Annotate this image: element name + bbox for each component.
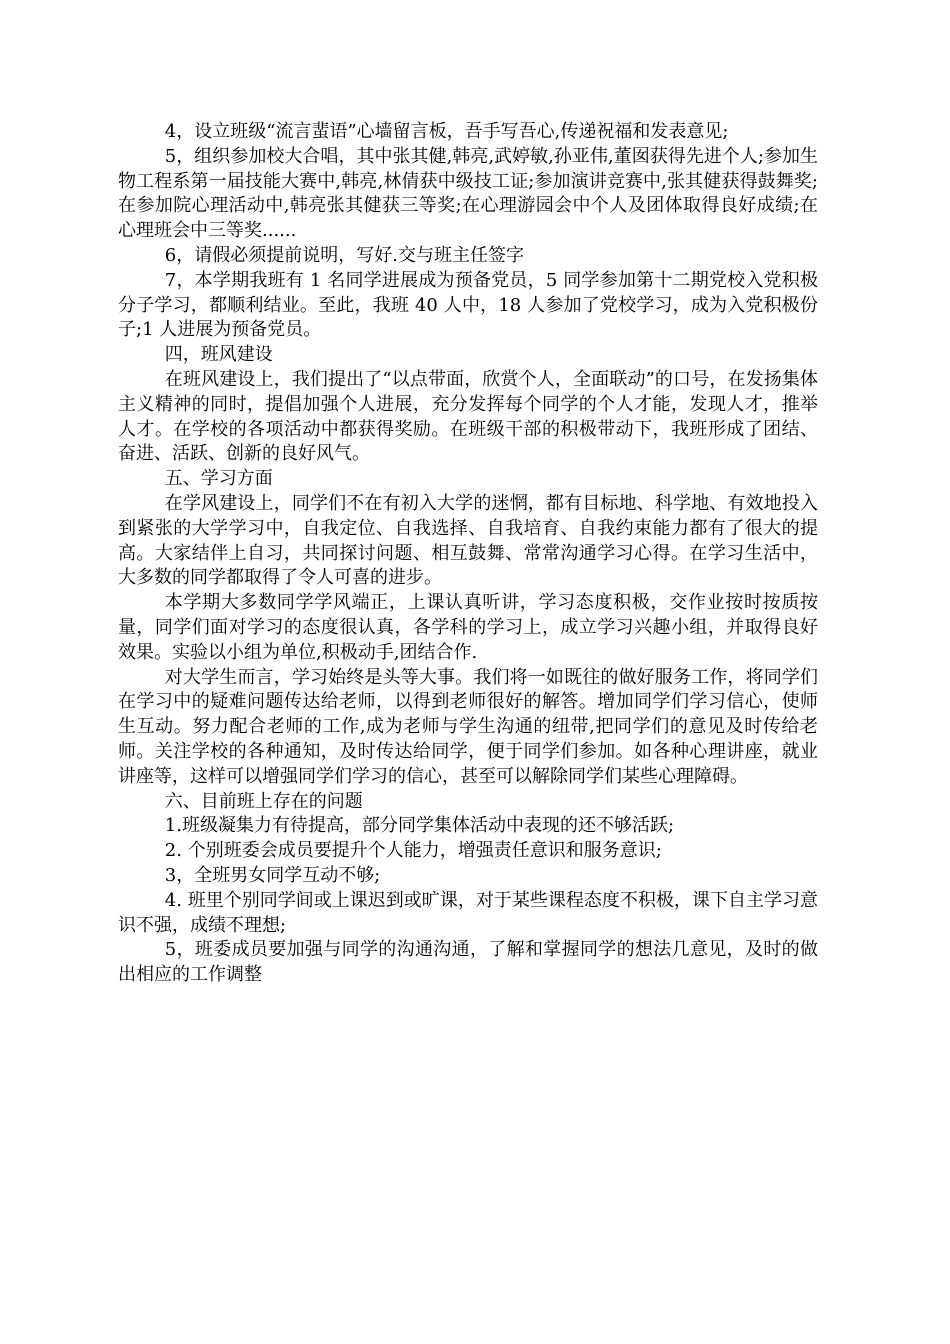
section-heading-problems: 六、目前班上存在的问题: [164, 790, 363, 812]
paragraph-item-4: 4，设立班级“流言蜚语”心墙留言板，吾手写吾心,传递祝福和发表意见;: [164, 121, 729, 142]
paragraph-study-1: 在学风建设上，同学们不在有初入大学的迷惘，都有目标地、科学地、有效地投入到紧张的大学学习中，自我定位、自我选择、自我培育、自我约束能力都有了很大的提高。大家结伴上自习，共同探讨问题、相互鼓舞、常常沟通学习心得。在学习生活中，大多数的同学都取得了令人可喜的进步。: [118, 492, 818, 589]
section-heading-class-style: 四，班风建设: [164, 344, 273, 366]
problem-item-2: 2. 个别班委会成员要提升个人能力，增强责任意识和服务意识;: [164, 840, 662, 862]
problem-item-4: 4. 班里个别同学间或上课迟到或旷课，对于某些课程态度不积极，课下自主学习意识不强，成绩不理想;: [118, 889, 818, 936]
paragraph-study-2: 本学期大多数同学学风端正，上课认真听讲，学习态度积极，交作业按时按质按量，同学们面对学习的态度很认真，各学科的学习上，成立学习兴趣小组，并取得良好效果。实验以小组为单位,积极动手,团结合作.: [118, 592, 818, 663]
paragraph-item-5: 5，组织参加校大合唱，其中张其健,韩亮,武婷敏,孙亚伟,董囡获得先进个人;参加生物工程系第一届技能大赛中,韩亮,林倩获中级技工证;参加演讲竞赛中,张其健获得鼓舞奖;在参加院心理活动中,韩亮张其健获三等奖;在心理游园会中个人及团体取得良好成绩;在心理班会中三等奖......: [118, 145, 818, 242]
problem-item-3: 3，全班男女同学互动不够;: [164, 864, 381, 886]
problem-item-5: 5，班委成员要加强与同学的沟通沟通，了解和掌握同学的想法几意见，及时的做出相应的工作调整: [118, 939, 818, 986]
paragraph-study-3: 对大学生而言，学习始终是头等大事。我们将一如既往的做好服务工作，将同学们在学习中的疑难问题传达给老师，以得到老师很好的解答。增加同学们学习信心，使师生互动。努力配合老师的工作,成为老师与学生沟通的纽带,把同学们的意见及时传给老师。关注学校的各种通知，及时传达给同学，便于同学们参加。如各种心理讲座，就业讲座等，这样可以增强同学们学习的信心，甚至可以解除同学们某些心理障碍。: [118, 666, 818, 787]
paragraph-item-6: 6，请假必须提前说明，写好.交与班主任签字: [164, 244, 524, 266]
paragraph-item-7: 7，本学期我班有 1 名同学进展成为预备党员，5 同学参加第十二期党校入党积极分子学习，都顺利结业。至此，我班 40 人中，18 人参加了党校学习，成为入党积极份子;1 人进展为预备党员。: [118, 269, 818, 341]
document-body: [118, 120, 818, 988]
paragraph-class-style: 在班风建设上，我们提出了“以点带面，欣赏个人，全面联动”的口号，在发扬集体主义精神的同时，提倡加强个人进展，充分发挥每个同学的个人才能，发现人才，推举人才。在学校的各项活动中都获得奖励。在班级干部的积极带动下，我班形成了团结、奋进、活跃、创新的良好风气。: [118, 368, 818, 465]
problem-item-1: 1.班级凝集力有待提高，部分同学集体活动中表现的还不够活跃;: [164, 815, 675, 837]
section-heading-study: 五、学习方面: [164, 468, 273, 490]
